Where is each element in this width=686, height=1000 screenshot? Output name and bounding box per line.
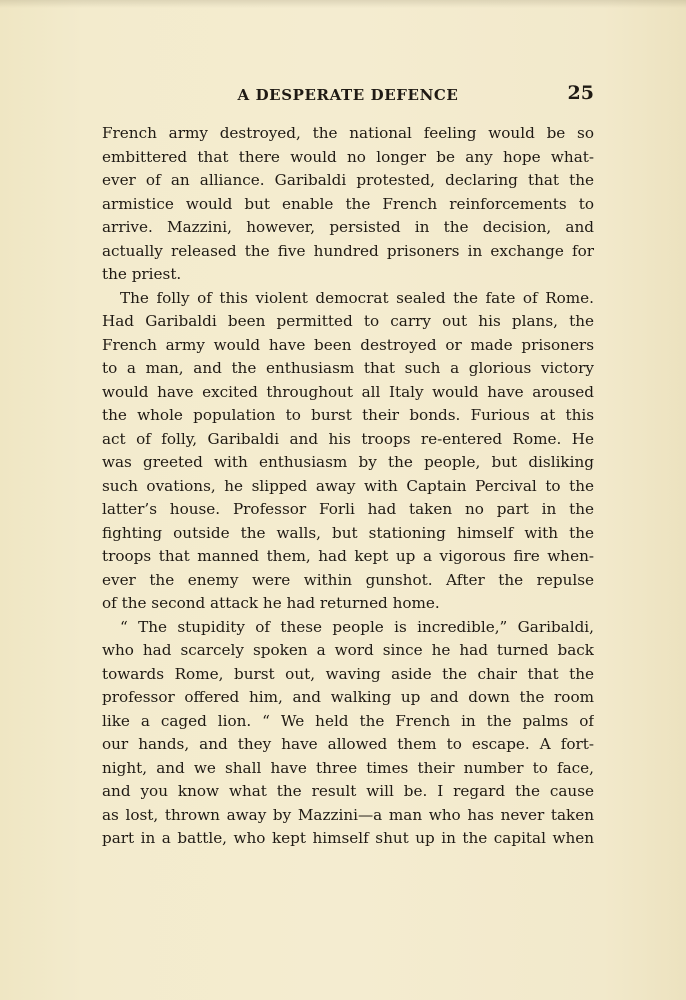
text-line: armistice would but enable the French reinforcements to (102, 194, 594, 213)
text-line: Had Garibaldi been permitted to carry out his plans, the (102, 312, 594, 330)
page-number: 25 (567, 82, 594, 104)
text-line: embittered that there would no longer be any hope what- (102, 147, 594, 166)
text-line: to a man, and the enthusiasm that such a glorious victory (102, 359, 594, 377)
text-line: latter’s house. Professor Forli had taken no part in the (102, 500, 594, 518)
text-line: our hands, and they have allowed them to escape. A fort- (102, 735, 594, 753)
text-line: and you know what the result will be. I regard the cause (102, 782, 594, 800)
text-line: ever the enemy were within gunshot. After the repulse (102, 570, 594, 589)
text-line: actually released the five hundred prisoners in exchange for (102, 241, 594, 260)
text-line: as lost, thrown away by Mazzini—a man who has never taken (102, 805, 594, 824)
text-line: would have excited throughout all Italy would have aroused (102, 382, 594, 401)
text-line: professor offered him, and walking up and down the room (102, 688, 594, 706)
text-line: night, and we shall have three times their number to face, (102, 758, 594, 777)
text-line: “ The stupidity of these people is incredible,” Garibaldi, (120, 617, 594, 636)
text-line: fighting outside the walls, but stationing himself with the (102, 523, 594, 542)
text-line: like a caged lion. “ We held the French in the palms of (102, 711, 594, 730)
text-line: ever of an alliance. Garibaldi protested, declaring that the (102, 171, 594, 189)
body-text (102, 122, 594, 851)
page-header (102, 82, 594, 108)
text-line: arrive. Mazzini, however, persisted in the decision, and (102, 218, 594, 236)
text-line: troops that manned them, had kept up a vigorous fire when- (102, 547, 594, 565)
text-line: French army would have been destroyed or made prisoners (102, 335, 594, 354)
text-line: part in a battle, who kept himself shut up in the capital when (102, 829, 594, 847)
text-line: the whole population to burst their bonds. Furious at this (102, 406, 594, 424)
text-line: the priest. (102, 265, 182, 283)
text-line: towards Rome, burst out, waving aside the chair that the (102, 664, 594, 683)
text-line: French army destroyed, the national feeling would be so (102, 124, 594, 142)
text-line: who had scarcely spoken a word since he had turned back (102, 641, 594, 659)
text-line: was greeted with enthusiasm by the people, but disliking (102, 453, 594, 471)
running-title: A DESPERATE DEFENCE (237, 86, 459, 104)
text-line: act of folly, Garibaldi and his troops re-entered Rome. He (102, 429, 594, 448)
text-line: such ovations, he slipped away with Captain Percival to the (102, 476, 594, 495)
text-line: The folly of this violent democrat sealed the fate of Rome. (120, 288, 594, 307)
text-line: of the second attack he had returned home. (102, 594, 440, 612)
